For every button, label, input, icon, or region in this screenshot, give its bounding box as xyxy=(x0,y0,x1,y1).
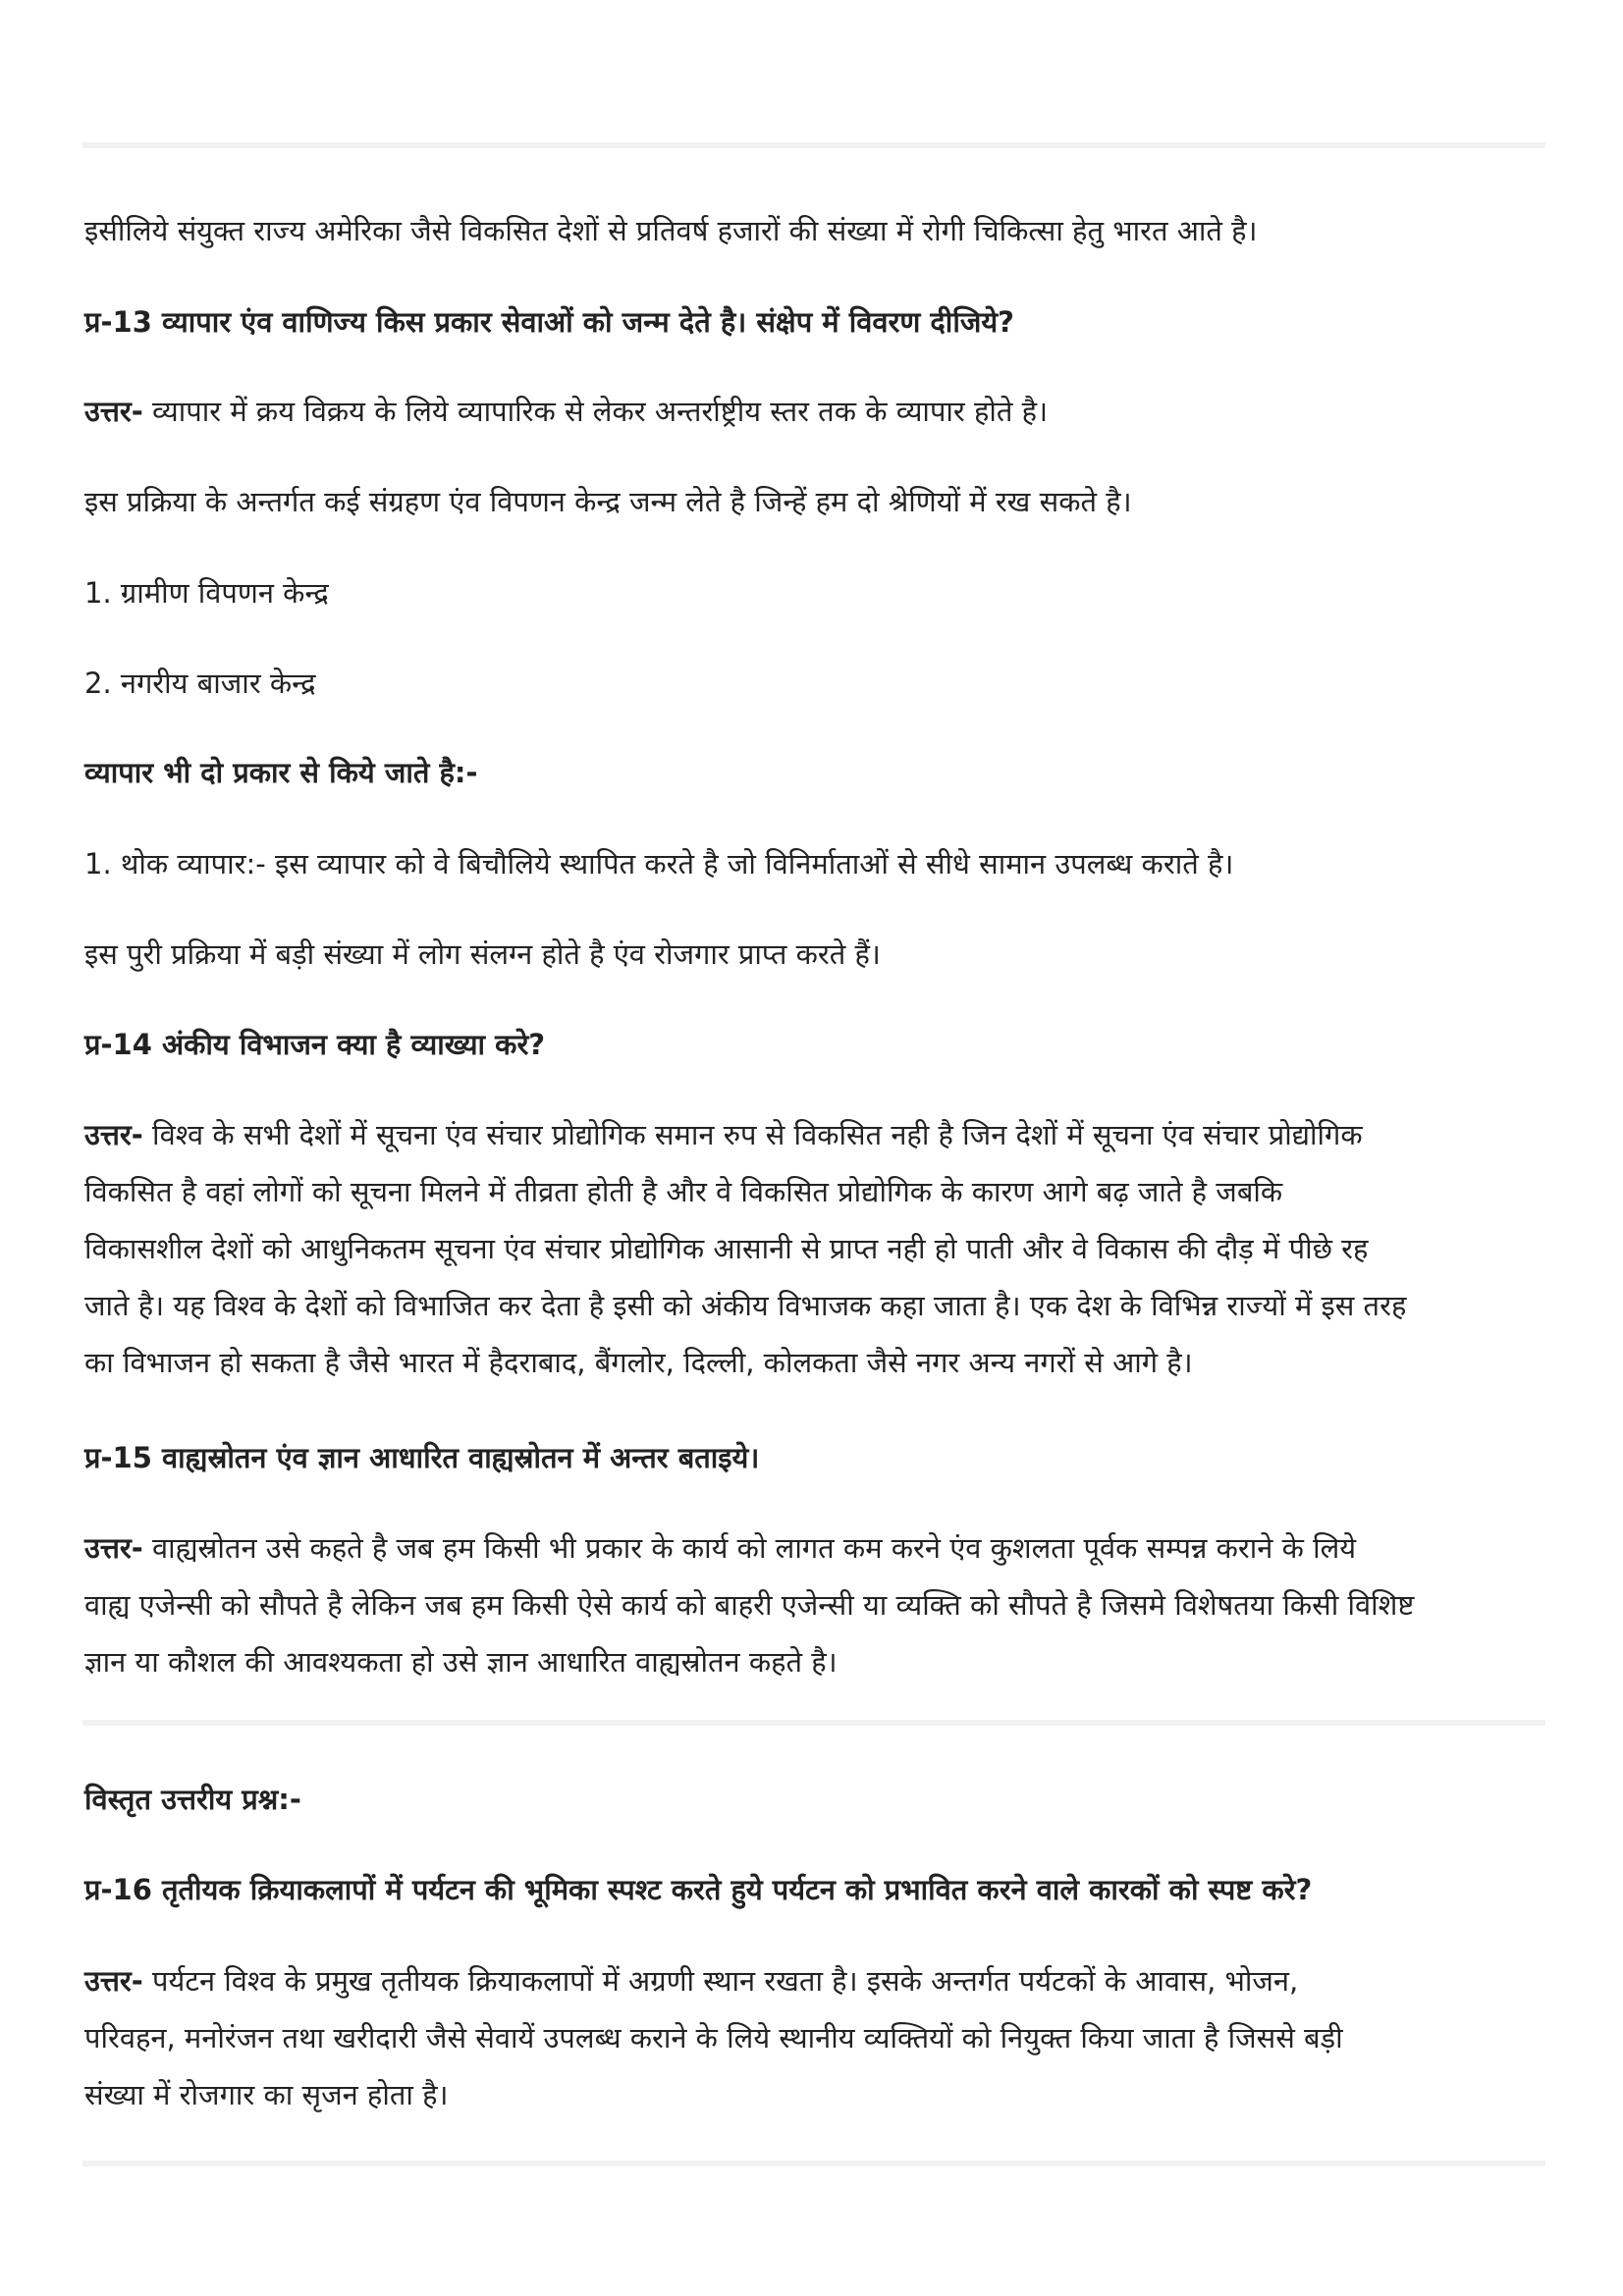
answer-line: का विभाजन हो सकता है जैसे भारत में हैदराबाद, बैंगलोर, दिल्ली, कोलकता जैसे नगर अन्य नगरों से आगे है। xyxy=(84,1346,1193,1379)
answer-14 xyxy=(84,1106,1547,1391)
answer-text: वाह्यस्रोतन उसे कहते है जब हम किसी भी प्रकार के कार्य को लागत कम करने एंव कुशलता पूर्वक सम्पन्न कराने के लिये xyxy=(142,1531,1357,1565)
answer-line: विकसित है वहां लोगों को सूचना मिलने में तीव्रता होती है और वे विकसित प्रोद्योगिक के कारण आगे बढ़ जाते है जबकि xyxy=(84,1175,1283,1208)
bottom-divider xyxy=(82,2161,1545,2166)
answer-label: उत्तर- xyxy=(84,1118,143,1151)
answer-label: उत्तर- xyxy=(84,1531,143,1565)
paragraph-medical-tourism: इसीलिये संयुक्त राज्य अमेरिका जैसे विकसित देशों से प्रतिवर्ष हजारों की संख्या में रोगी चिकित्सा हेतु भारत आते है। xyxy=(84,214,1258,247)
section-divider xyxy=(82,1720,1545,1726)
answer-label: उत्तर- xyxy=(84,1964,143,1998)
answer-text: व्यापार में क्रय विक्रय के लिये व्यापारिक से लेकर अन्तर्राष्ट्रीय स्तर तक के व्यापार होते है। xyxy=(142,395,1049,428)
answer-text: विश्व के सभी देशों में सूचना एंव संचार प्रोद्योगिक समान रुप से विकसित नही है जिन देशों में सूचना एंव संचार प्रोद्योगिक xyxy=(142,1118,1363,1151)
question-13: प्र-13 व्यापार एंव वाणिज्य किस प्रकार सेवाओं को जन्म देते है। संक्षेप में विवरण दीजिये? xyxy=(84,305,1014,339)
answer-text: पर्यटन विश्व के प्रमुख तृतीयक क्रियाकलापों में अग्रणी स्थान रखता है। इसके अन्तर्गत पर्यटकों के आवास, भोजन, xyxy=(142,1964,1299,1998)
trade-types-heading: व्यापार भी दो प्रकार से किये जाते है:- xyxy=(84,756,478,789)
paragraph-marketing-centers: इस प्रक्रिया के अन्तर्गत कई संग्रहण एंव विपणन केन्द्र जन्म लेते है जिन्हें हम दो श्रेणियों में रख सकते है। xyxy=(84,485,1132,518)
question-15: प्र-15 वाह्यस्रोतन एंव ज्ञान आधारित वाह्यस्रोतन में अन्तर बताइये। xyxy=(84,1441,760,1474)
answer-label: उत्तर- xyxy=(84,395,143,428)
answer-line xyxy=(84,1520,1547,1576)
answer-line: ज्ञान या कौशल की आवश्यकता हो उसे ज्ञान आधारित वाह्यस्रोतन कहते है। xyxy=(84,1645,838,1679)
answer-line: जाते है। यह विश्व के देशों को विभाजित कर देता है इसी को अंकीय विभाजक कहा जाता है। एक देश के विभिन्न राज्यों में इस तरह xyxy=(84,1289,1407,1322)
answer-line: परिवहन, मनोरंजन तथा खरीदारी जैसे सेवायें उपलब्ध कराने के लिये स्थानीय व्यक्तियों को नियुक्त किया जाता है जिससे बड़ी xyxy=(84,2021,1343,2055)
answer-line: वाह्य एजेन्सी को सौपते है लेकिन जब हम किसी ऐसे कार्य को बाहरी एजेन्सी या व्यक्ति को सौपते है जिसमे विशेषतया किसी विशिष्ट xyxy=(84,1588,1415,1622)
wholesale-trade: 1. थोक व्यापार:- इस व्यापार को वे बिचौलिये स्थापित करते है जो विनिर्माताओं से सीधे सामान उपलब्ध कराते है। xyxy=(84,847,1234,881)
answer-16 xyxy=(84,1952,1547,2123)
answer-line: विकासशील देशों को आधुनिकतम सूचना एंव संचार प्रोद्योगिक आसानी से प्राप्त नही हो पाती और वे विकास की दौड़ में पीछे रह xyxy=(84,1232,1369,1265)
answer-line xyxy=(84,1952,1547,2009)
answer-line xyxy=(84,1106,1547,1163)
answer-line: संख्या में रोजगार का सृजन होता है। xyxy=(84,2078,449,2111)
answer-15 xyxy=(84,1520,1547,1690)
top-divider xyxy=(82,142,1545,148)
list-item-rural: 1. ग्रामीण विपणन केन्द्र xyxy=(84,576,329,610)
section-heading: विस्तृत उत्तरीय प्रश्न:- xyxy=(84,1783,301,1816)
question-14: प्र-14 अंकीय विभाजन क्या है व्याख्या करे? xyxy=(84,1028,546,1061)
paragraph-employment: इस पुरी प्रक्रिया में बड़ी संख्या में लोग संलग्न होते है एंव रोजगार प्राप्त करते हैं। xyxy=(84,937,881,971)
list-item-urban: 2. नगरीय बाजार केन्द्र xyxy=(84,667,316,700)
answer-13 xyxy=(84,383,1547,440)
question-16: प्र-16 तृतीयक क्रियाकलापों में पर्यटन की भूमिका स्पश्ट करते हुये पर्यटन को प्रभावित करने वाले कारकों को स्पष्ट करे? xyxy=(84,1873,1313,1906)
